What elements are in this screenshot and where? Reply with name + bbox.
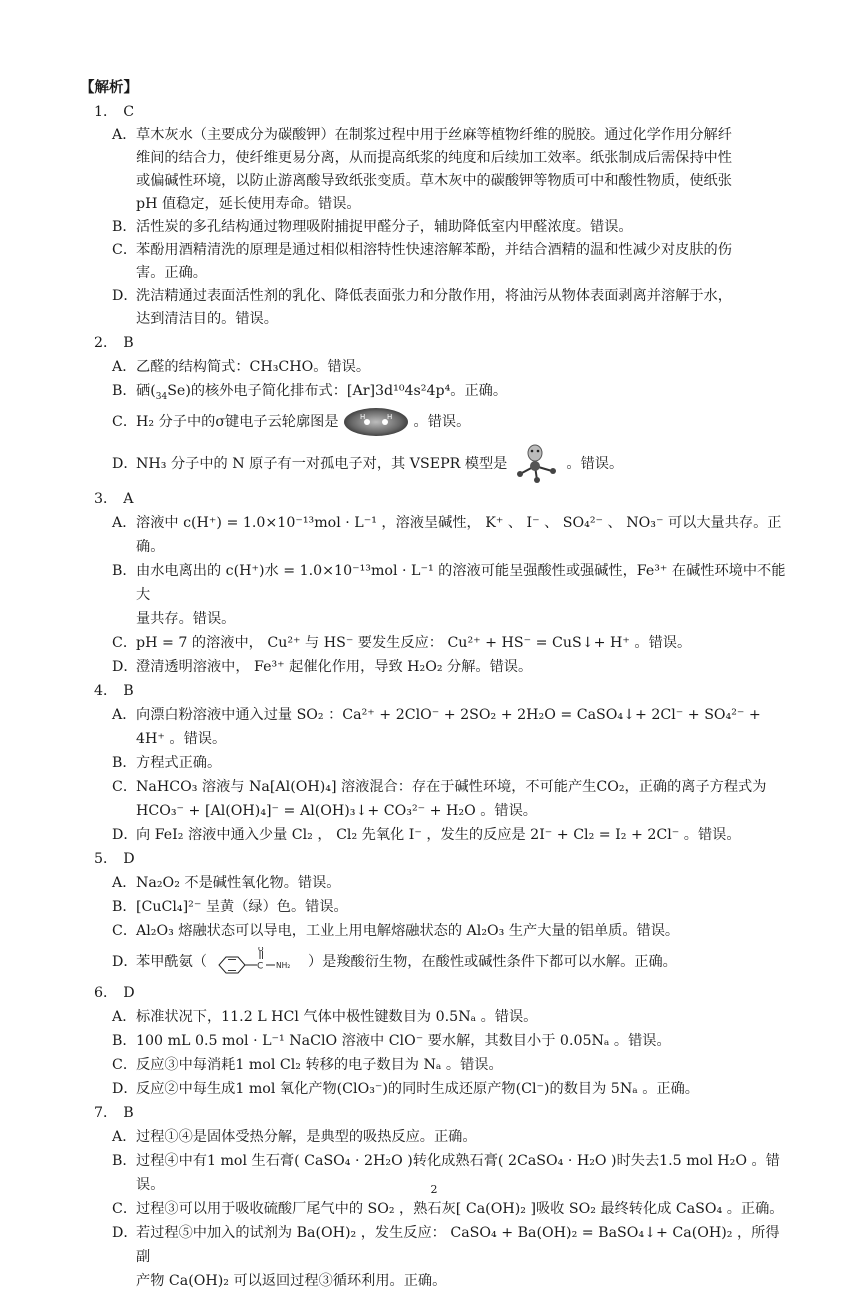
question-7 — [80, 1101, 792, 1293]
benzamide-structure-icon — [211, 947, 303, 977]
page-number: 2 — [430, 1183, 438, 1196]
option-d: D． NH₃ 分子中的 N 原子有一对孤电子对，其 VSEPR 模型是 。错误。 — [80, 441, 792, 487]
option-b: B． [CuCl₄]²⁻ 呈黄（绿）色。错误。 — [112, 899, 348, 915]
answer-letter: D — [123, 851, 135, 867]
option-d: D． 反应②中每生成1 mol 氧化产物(ClO₃⁻)的同时生成还原产物(Cl⁻)的数目为 5Nₐ 。正确。 — [112, 1081, 699, 1097]
option-c: C． H₂ 分子中的σ键电子云轮廓图是 H H 。错误。 — [80, 403, 792, 441]
svg-text:H: H — [387, 413, 393, 421]
question-number: 5． D — [94, 851, 135, 867]
svg-text:NH₂: NH₂ — [276, 961, 291, 970]
section-header: 【解析】 — [80, 80, 138, 96]
vsepr-model-icon — [512, 444, 562, 484]
option-c: C． 反应③中每消耗1 mol Cl₂ 转移的电子数目为 Nₐ 。错误。 — [112, 1057, 503, 1073]
answer-explanation-page — [80, 78, 792, 1293]
option-b: B． 100 mL 0.5 mol · L⁻¹ NaClO 溶液中 ClO⁻ 要水解，其数目小于 0.05Nₐ 。错误。 — [112, 1033, 671, 1049]
svg-text:O: O — [258, 947, 264, 953]
sigma-bond-cloud-icon — [343, 407, 409, 437]
option-c: C． 过程③可以用于吸收硫酸厂尾气中的 SO₂ ，熟石灰[ Ca(OH)₂ ]吸收 SO₂ 最终转化成 CaSO₄ 。正确。 — [112, 1201, 784, 1217]
question-number: 1． C — [94, 104, 135, 120]
question-1 — [80, 100, 792, 331]
option-b: B． 方程式正确。 — [112, 755, 222, 771]
question-2 — [80, 331, 792, 487]
option-c: C． Al₂O₃ 熔融状态可以导电，工业上用电解熔融状态的 Al₂O₃ 生产大量的铝单质。错误。 — [112, 923, 680, 939]
option-d: D． 向 FeI₂ 溶液中通入少量 Cl₂ ， Cl₂ 先氧化 I⁻ ，发生的反应是 2I⁻ + Cl₂ = I₂ + 2Cl⁻ 。错误。 — [112, 827, 741, 843]
option-a: A． 草木灰水（主要成分为碳酸钾）在制浆过程中用于丝麻等植物纤维的脱胶。通过化学作用分解纤 维间的结合力，使纤维更易分离，从而提高纸浆的纯度和后续加工效率。纸张制成后需保持中性 或偏碱性环境，以防止游离酸导致纸张变质。草木灰中的碳酸钾等物质可中和酸性物质，使纸张 pH 值稳定，延长使用寿命。错误。 — [112, 127, 732, 212]
svg-text:C: C — [257, 961, 264, 972]
question-number: 3． A — [94, 491, 134, 507]
option-b: B． 过程④中有1 mol 生石膏( CaSO₄ · 2H₂O )转化成熟石膏( 2CaSO₄ · H₂O )时失去1.5 mol H₂O 。错误。 — [112, 1153, 780, 1193]
option-a: A． 向漂白粉溶液中通入过量 SO₂ ：Ca²⁺ + 2ClO⁻ + 2SO₂ + 2H₂O = CaSO₄↓+ 2Cl⁻ + SO₄²⁻ + 4H⁺ 。错误。 — [112, 707, 761, 747]
answer-letter: D — [123, 985, 135, 1001]
option-d: D． 若过程⑤中加入的试剂为 Ba(OH)₂ ，发生反应： CaSO₄ + Ba(OH)₂ = BaSO₄↓+ Ca(OH)₂ ，所得副 产物 Ca(OH)₂ 可以返回过程③循环利用。正确。 — [112, 1225, 780, 1289]
answer-letter: B — [123, 1105, 134, 1121]
option-d: D． 苯甲酰氨（ C O NH₂ ）是羧酸衍生物，在酸性或碱性条件下都可以水解。正确。 — [80, 943, 792, 981]
question-number: 7． B — [94, 1105, 134, 1121]
option-a: A． 溶液中 c(H⁺) = 1.0×10⁻¹³mol · L⁻¹ ，溶液呈碱性， K⁺ 、 I⁻ 、 SO₄²⁻ 、 NO₃⁻ 可以大量共存。正确。 — [112, 515, 782, 555]
answer-letter: B — [123, 683, 134, 699]
option-a: A． 过程①④是固体受热分解，是典型的吸热反应。正确。 — [112, 1129, 477, 1145]
option-a: A． Na₂O₂ 不是碱性氧化物。错误。 — [112, 875, 341, 891]
question-number: 2． B — [94, 335, 134, 351]
question-3 — [80, 487, 792, 679]
answer-letter: C — [123, 104, 135, 120]
question-4 — [80, 679, 792, 847]
question-number: 6． D — [94, 985, 135, 1001]
answer-letter: B — [123, 335, 134, 351]
answer-letter: A — [123, 491, 134, 507]
option-c: C． pH = 7 的溶液中， Cu²⁺ 与 HS⁻ 要发生反应： Cu²⁺ + HS⁻ = CuS↓+ H⁺ 。错误。 — [112, 635, 692, 651]
question-number: 4． B — [94, 683, 134, 699]
question-6 — [80, 981, 792, 1101]
option-b: B． 硒$(_{34}Se)$的核外电子简化排布式：[Ar]3d¹⁰4s²4p⁴。正确。 — [112, 383, 508, 402]
option-b: B． 活性炭的多孔结构通过物理吸附捕捉甲醛分子，辅助降低室内甲醛浓度。错误。 — [112, 219, 633, 235]
option-b: B． 由水电离出的 c(H⁺)水 = 1.0×10⁻¹³mol · L⁻¹ 的溶液可能呈强酸性或强碱性，Fe³⁺ 在碱性环境中不能大 量共存。错误。 — [112, 563, 786, 627]
option-a: A． 乙醛的结构简式：CH₃CHO。错误。 — [112, 359, 371, 375]
svg-text:H: H — [360, 413, 366, 421]
option-c: C． NaHCO₃ 溶液与 Na[Al(OH)₄] 溶液混合：存在于碱性环境，不可能产生CO₂，正确的离子方程式为 HCO₃⁻ + [Al(OH)₄]⁻ = Al(OH)₃↓+ CO₃²⁻ + H₂O 。错误。 — [112, 779, 767, 819]
option-c: C． 苯酚用酒精清洗的原理是通过相似相溶特性快速溶解苯酚，并结合酒精的温和性减少对皮肤的伤 害。正确。 — [112, 242, 732, 281]
option-d: D． 洗洁精通过表面活性剂的乳化、降低表面张力和分散作用，将油污从物体表面剥离并溶解于水， 达到清洁目的。错误。 — [112, 288, 732, 327]
option-d: D． 澄清透明溶液中， Fe³⁺ 起催化作用，导致 H₂O₂ 分解。错误。 — [112, 659, 533, 675]
option-a: A． 标准状况下，11.2 L HCl 气体中极性键数目为 0.5Nₐ 。错误。 — [112, 1009, 538, 1025]
question-5 — [80, 847, 792, 981]
